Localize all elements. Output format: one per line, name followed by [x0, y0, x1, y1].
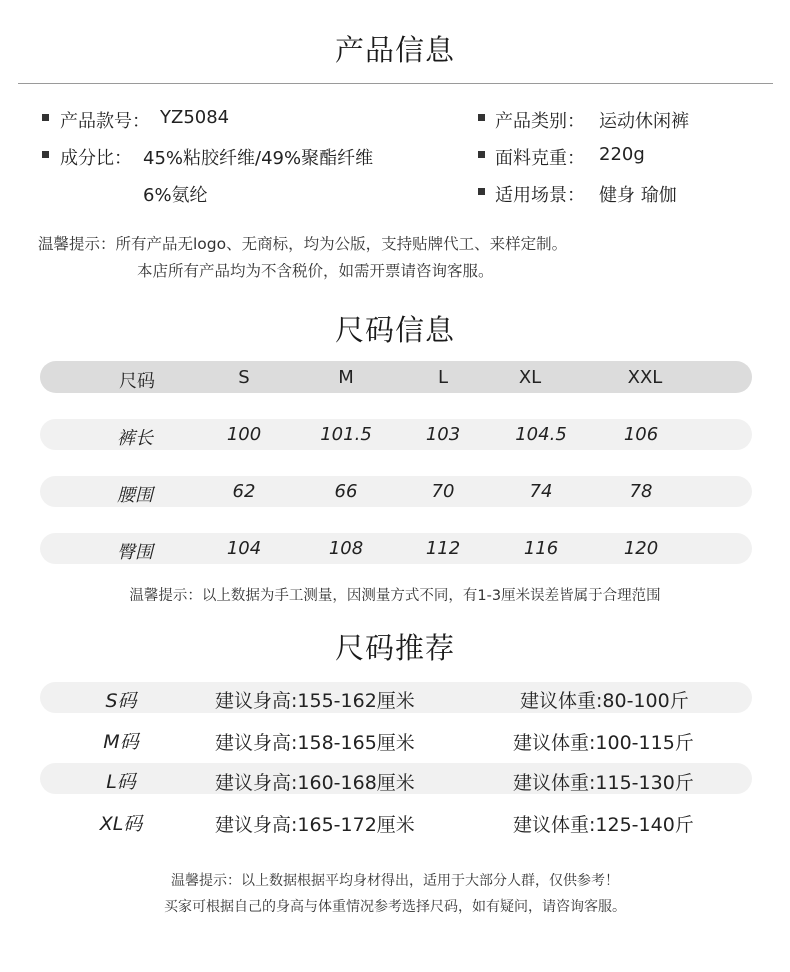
- scene-value: 健身 瑜伽: [599, 185, 677, 206]
- table-cell: 104.5: [515, 424, 567, 445]
- rec-size-s: S码: [105, 690, 137, 712]
- table-cell: 103: [425, 424, 461, 445]
- rec-size-l: L码: [106, 771, 136, 793]
- fabric-weight-value: 220g: [599, 144, 645, 165]
- bullet-icon: [478, 151, 485, 158]
- rec-height: 建议身高:155-162厘米: [215, 690, 415, 712]
- category-value: 运动休闲裤: [599, 111, 689, 132]
- table-cell: 116: [523, 538, 559, 559]
- bullet-icon: [478, 188, 485, 195]
- table-cell: 62: [232, 481, 256, 502]
- recommend-tip-line1: 温馨提示：以上数据根据平均身材得出，适用于大部分人群，仅供参考！: [171, 873, 619, 889]
- style-no-value: YZ5084: [160, 107, 230, 128]
- table-cell: 120: [623, 538, 659, 559]
- scene-label: 适用场景：: [495, 185, 585, 206]
- header-m: M: [338, 367, 354, 388]
- table-cell: 106: [623, 424, 659, 445]
- bullet-icon: [42, 114, 49, 121]
- title-divider: [18, 83, 773, 84]
- rec-weight: 建议体重:115-130斤: [513, 772, 694, 794]
- table-cell: 104: [226, 538, 262, 559]
- rec-height: 建议身高:158-165厘米: [215, 732, 415, 754]
- table-cell: 66: [334, 481, 358, 502]
- table-cell: 101.5: [320, 424, 372, 445]
- header-l: L: [437, 367, 449, 388]
- size-recommend-title: 尺码推荐: [334, 631, 455, 665]
- header-xxl: XXL: [627, 367, 663, 388]
- product-info-title: 产品信息: [334, 33, 455, 67]
- rec-height: 建议身高:165-172厘米: [215, 814, 415, 836]
- category-label: 产品类别：: [495, 111, 585, 132]
- info-tip-line1: 温馨提示：所有产品无logo、无商标，均为公版，支持贴牌代工、来样定制。: [38, 235, 568, 253]
- composition-value: 45%粘胶纤维/49%聚酯纤维: [143, 148, 374, 169]
- rec-size-xl: XL码: [99, 813, 143, 835]
- info-tip-line2: 本店所有产品均为不含税价，如需开票请咨询客服。: [137, 262, 494, 280]
- bullet-icon: [478, 114, 485, 121]
- composition-label: 成分比：: [60, 148, 132, 169]
- fabric-weight-label: 面料克重：: [495, 148, 585, 169]
- size-tip: 温馨提示：以上数据为手工测量，因测量方式不同，有1-3厘米误差皆属于合理范围: [129, 588, 661, 604]
- table-cell: 100: [226, 424, 262, 445]
- row-label-hip: 臀围: [117, 542, 153, 563]
- style-no-label: 产品款号：: [60, 111, 150, 132]
- table-cell: 108: [328, 538, 364, 559]
- rec-weight: 建议体重:100-115斤: [513, 732, 694, 754]
- row-label-length: 裤长: [117, 428, 153, 449]
- rec-height: 建议身高:160-168厘米: [215, 772, 415, 794]
- table-cell: 78: [629, 481, 653, 502]
- header-xl: XL: [518, 367, 542, 388]
- size-info-title: 尺码信息: [334, 313, 455, 347]
- rec-size-m: M码: [103, 731, 139, 753]
- table-cell: 112: [425, 538, 461, 559]
- header-s: S: [238, 367, 250, 388]
- rec-weight: 建议体重:80-100斤: [520, 690, 689, 712]
- recommend-tip-line2: 买家可根据自己的身高与体重情况参考选择尺码，如有疑问，请咨询客服。: [164, 899, 626, 915]
- table-cell: 74: [529, 481, 553, 502]
- header-size: 尺码: [119, 371, 155, 392]
- row-label-waist: 腰围: [117, 485, 153, 506]
- bullet-icon: [42, 151, 49, 158]
- composition-extra: 6%氨纶: [143, 185, 208, 206]
- table-cell: 70: [431, 481, 455, 502]
- rec-weight: 建议体重:125-140斤: [513, 814, 694, 836]
